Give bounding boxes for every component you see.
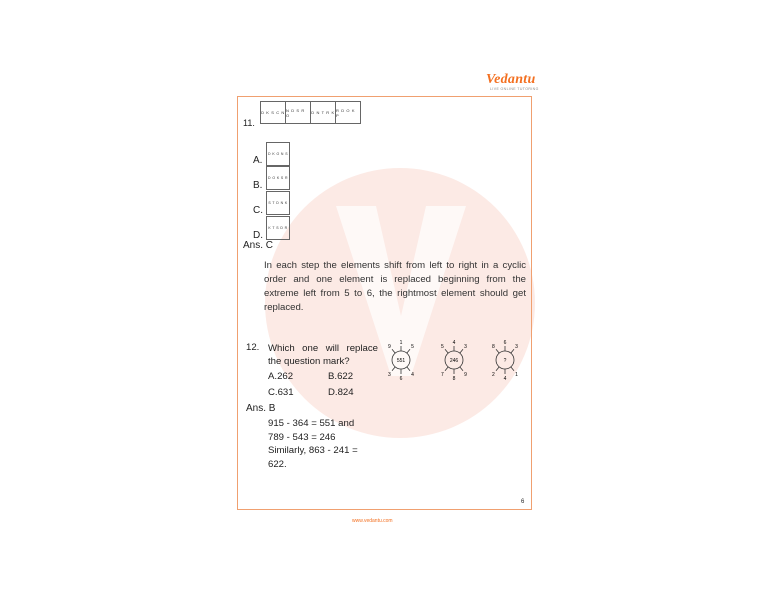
q11-explanation: In each step the elements shift from left to right in a cyclic order and one element is replaced beginning from the extreme left from 5 to 6, the rightmost element should get replaced.	[264, 260, 526, 313]
q12-circle-spoke-number: 8	[492, 344, 495, 351]
q12-circle-spoke-number: 5	[411, 344, 414, 351]
q12-circle-spoke-number: 9	[464, 371, 467, 378]
page-number: 6	[521, 499, 525, 505]
q12-circle-spoke	[496, 367, 499, 371]
q12-circle-spoke-number: 6	[399, 376, 403, 382]
q12-circle-spoke	[392, 367, 395, 371]
q12-answer: Ans. B	[246, 403, 276, 414]
q12-circle-spoke	[460, 367, 463, 371]
q12-circle-spoke-number: 7	[441, 371, 444, 378]
q12-option-a: A.262	[268, 371, 294, 382]
vedantu-logo: Vedantu	[486, 72, 536, 87]
q11-option-d-box: K T S D R	[266, 216, 290, 240]
q12-option-c: C.631	[268, 387, 294, 398]
q11-sequence-box-3: D N T R K	[310, 101, 336, 124]
q12-circle-spoke-number: 3	[464, 344, 467, 351]
q12-circle-spoke	[392, 349, 395, 353]
q12-circle-center-value: 551	[396, 358, 406, 364]
footer-url: www.vedantu.com	[352, 518, 393, 524]
q12-circle-spoke-number: 5	[441, 344, 444, 351]
q12-circle-spoke	[445, 367, 448, 371]
q12-circle-spoke-number: 3	[515, 344, 518, 351]
q12-figure	[382, 338, 532, 388]
q12-circle-spoke	[460, 349, 463, 353]
q12-circle-spoke	[496, 349, 499, 353]
q12-number: 12.	[246, 342, 260, 353]
q12-circle-spoke	[445, 349, 448, 353]
q12-circle-spoke-number: 8	[452, 376, 456, 382]
q11-option-a-label: A.	[253, 155, 263, 166]
q12-circle-spoke	[407, 367, 410, 371]
q11-option-c-box: S T D N K	[266, 191, 290, 215]
q12-circle-spoke-number: 4	[411, 371, 414, 378]
q12-question: Which one will replace the question mark?	[268, 343, 378, 367]
q12-option-b: B.622	[328, 371, 354, 382]
q11-number: 11.	[243, 118, 255, 128]
q12-circle-center-value: 246	[449, 358, 459, 364]
q11-option-d-label: D.	[253, 230, 263, 241]
q12-circle-2	[441, 340, 467, 382]
q11-sequence-box-1: D K S C N	[260, 101, 286, 124]
q12-solution-line-3: Similarly, 863 - 241 =	[268, 445, 358, 456]
q12-option-d: D.824	[328, 387, 354, 398]
q12-circle-spoke	[511, 367, 514, 371]
q11-option-c-label: C.	[253, 205, 263, 216]
q11-option-b-label: B.	[253, 180, 263, 191]
q12-circle-spoke-number: 6	[503, 340, 507, 346]
q12-circle-center-value: ?	[503, 358, 507, 364]
q12-circle-spoke	[407, 349, 410, 353]
q12-solution-line-2: 789 - 543 = 246	[268, 431, 336, 443]
q11-option-a-box: D K O N S	[266, 142, 290, 166]
q12-circle-spoke-number: 2	[492, 371, 495, 378]
q12-circle-spoke-number: 1	[515, 371, 518, 378]
q12-circle-spoke-number: 3	[388, 371, 391, 378]
q11-answer: Ans. C	[243, 240, 274, 251]
q12-solution-line-1: 915 - 364 = 551 and	[268, 418, 355, 429]
q12-solution-line-4: 622.	[268, 458, 287, 470]
q12-circle-3	[492, 340, 518, 382]
q12-solution	[268, 417, 358, 471]
q12-circle-spoke-number: 1	[399, 340, 403, 346]
logo-tagline: LIVE ONLINE TUTORING	[490, 87, 539, 91]
q12-circle-spoke	[511, 349, 514, 353]
q12-circle-1	[388, 340, 414, 382]
q12-circle-spoke-number: 4	[503, 376, 507, 382]
q11-sequence-box-2: N D S R O	[285, 101, 311, 124]
q11-sequence-box-4: R D O K P	[335, 101, 361, 124]
q12-circle-spoke-number: 4	[452, 340, 456, 346]
q12-circle-spoke-number: 9	[388, 344, 391, 351]
q11-option-b-box: D O K S R	[266, 166, 290, 190]
